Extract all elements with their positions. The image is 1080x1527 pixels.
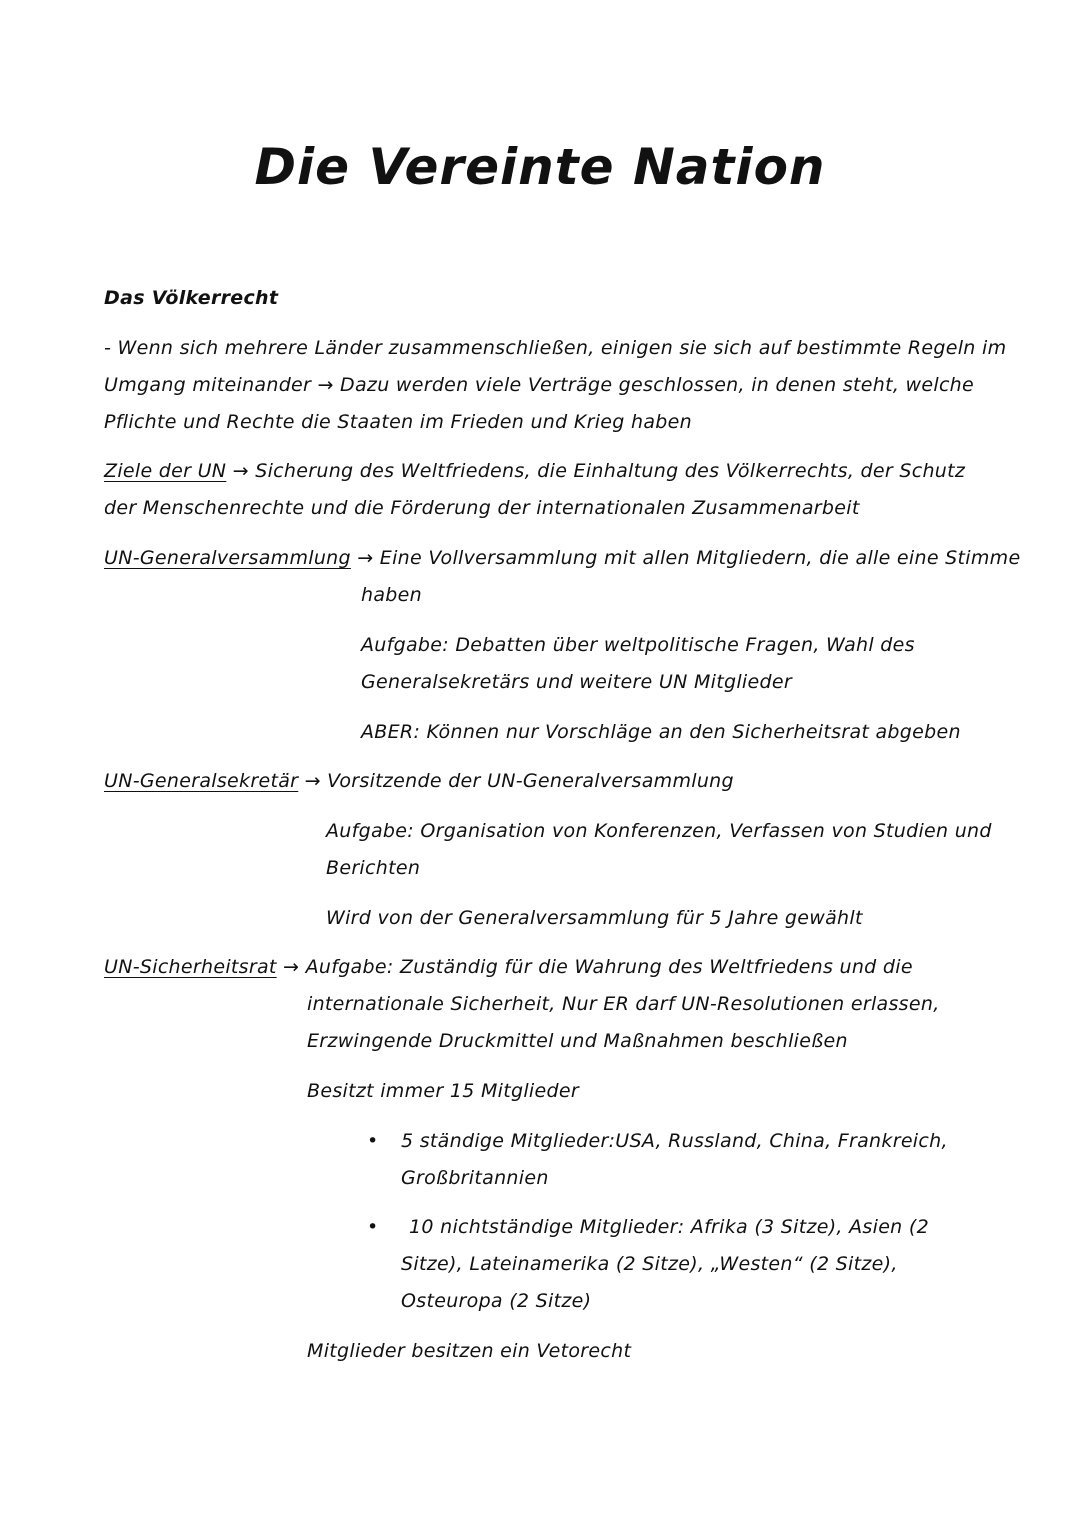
bullet-2-line-2: Sitze), Lateinamerika (2 Sitze), „Westen“ (2 Sitze), — [401, 1253, 898, 1275]
generalsekretaer-wahl: Wird von der Generalversammlung für 5 Jahre gewählt — [326, 907, 863, 929]
heading-voelkerrecht: Das Völkerrecht — [104, 287, 279, 309]
bullet-icon: • — [367, 1216, 379, 1238]
ziele-term: Ziele der UN — [104, 460, 227, 482]
sicherheitsrat-line-3: Erzwingende Druckmittel und Maßnahmen beschließen — [307, 1030, 848, 1052]
sicherheitsrat-line-2: internationale Sicherheit, Nur ER darf UN-Resolutionen erlassen, — [307, 993, 940, 1015]
bullet-2-line-3: Osteuropa (2 Sitze) — [401, 1290, 592, 1312]
ziele-line-1: Ziele der UN → Sicherung des Weltfriedens, die Einhaltung des Völkerrechts, der Schutz — [104, 460, 966, 482]
generalversammlung-term: UN-Generalversammlung — [104, 547, 351, 569]
generalversammlung-aufgabe-2: Generalsekretärs und weitere UN Mitglieder — [361, 671, 792, 693]
voelkerrecht-line-2: Umgang miteinander → Dazu werden viele Verträge geschlossen, in denen steht, welche — [104, 374, 975, 396]
generalversammlung-line-1: UN-Generalversammlung → Eine Vollversammlung mit allen Mitgliedern, die alle eine Stimme — [104, 547, 1021, 569]
bullet-1-line-1: 5 ständige Mitglieder:USA, Russland, China, Frankreich, — [401, 1130, 948, 1152]
generalsekretaer-term: UN-Generalsekretär — [104, 770, 299, 792]
voelkerrecht-line-3: Pflichte und Rechte die Staaten im Frieden und Krieg haben — [104, 411, 692, 433]
bullet-2-line-1: 10 nichtständige Mitglieder: Afrika (3 Sitze), Asien (2 — [409, 1216, 929, 1238]
ziele-line-2: der Menschenrechte und die Förderung der internationalen Zusammenarbeit — [104, 497, 860, 519]
sicherheitsrat-term: UN-Sicherheitsrat — [104, 956, 277, 978]
generalversammlung-line-2: haben — [361, 584, 422, 606]
generalsekretaer-line-1: UN-Generalsekretär → Vorsitzende der UN-Generalversammlung — [104, 770, 734, 792]
bullet-1-line-2: Großbritannien — [401, 1167, 549, 1189]
page-title: Die Vereinte Nation — [254, 138, 826, 196]
sicherheitsrat-mitglieder: Besitzt immer 15 Mitglieder — [307, 1080, 579, 1102]
generalsekretaer-aufgabe-1: Aufgabe: Organisation von Konferenzen, Verfassen von Studien und — [326, 820, 992, 842]
generalversammlung-aber: ABER: Können nur Vorschläge an den Sicherheitsrat abgeben — [361, 721, 961, 743]
voelkerrecht-line-1: - Wenn sich mehrere Länder zusammenschließen, einigen sie sich auf bestimmte Regeln im — [104, 337, 1007, 359]
sicherheitsrat-veto: Mitglieder besitzen ein Vetorecht — [307, 1340, 632, 1362]
sicherheitsrat-line-1: UN-Sicherheitsrat → Aufgabe: Zuständig für die Wahrung des Weltfriedens und die — [104, 956, 913, 978]
generalversammlung-aufgabe-1: Aufgabe: Debatten über weltpolitische Fragen, Wahl des — [361, 634, 915, 656]
bullet-icon: • — [367, 1130, 379, 1152]
generalsekretaer-aufgabe-2: Berichten — [326, 857, 421, 879]
